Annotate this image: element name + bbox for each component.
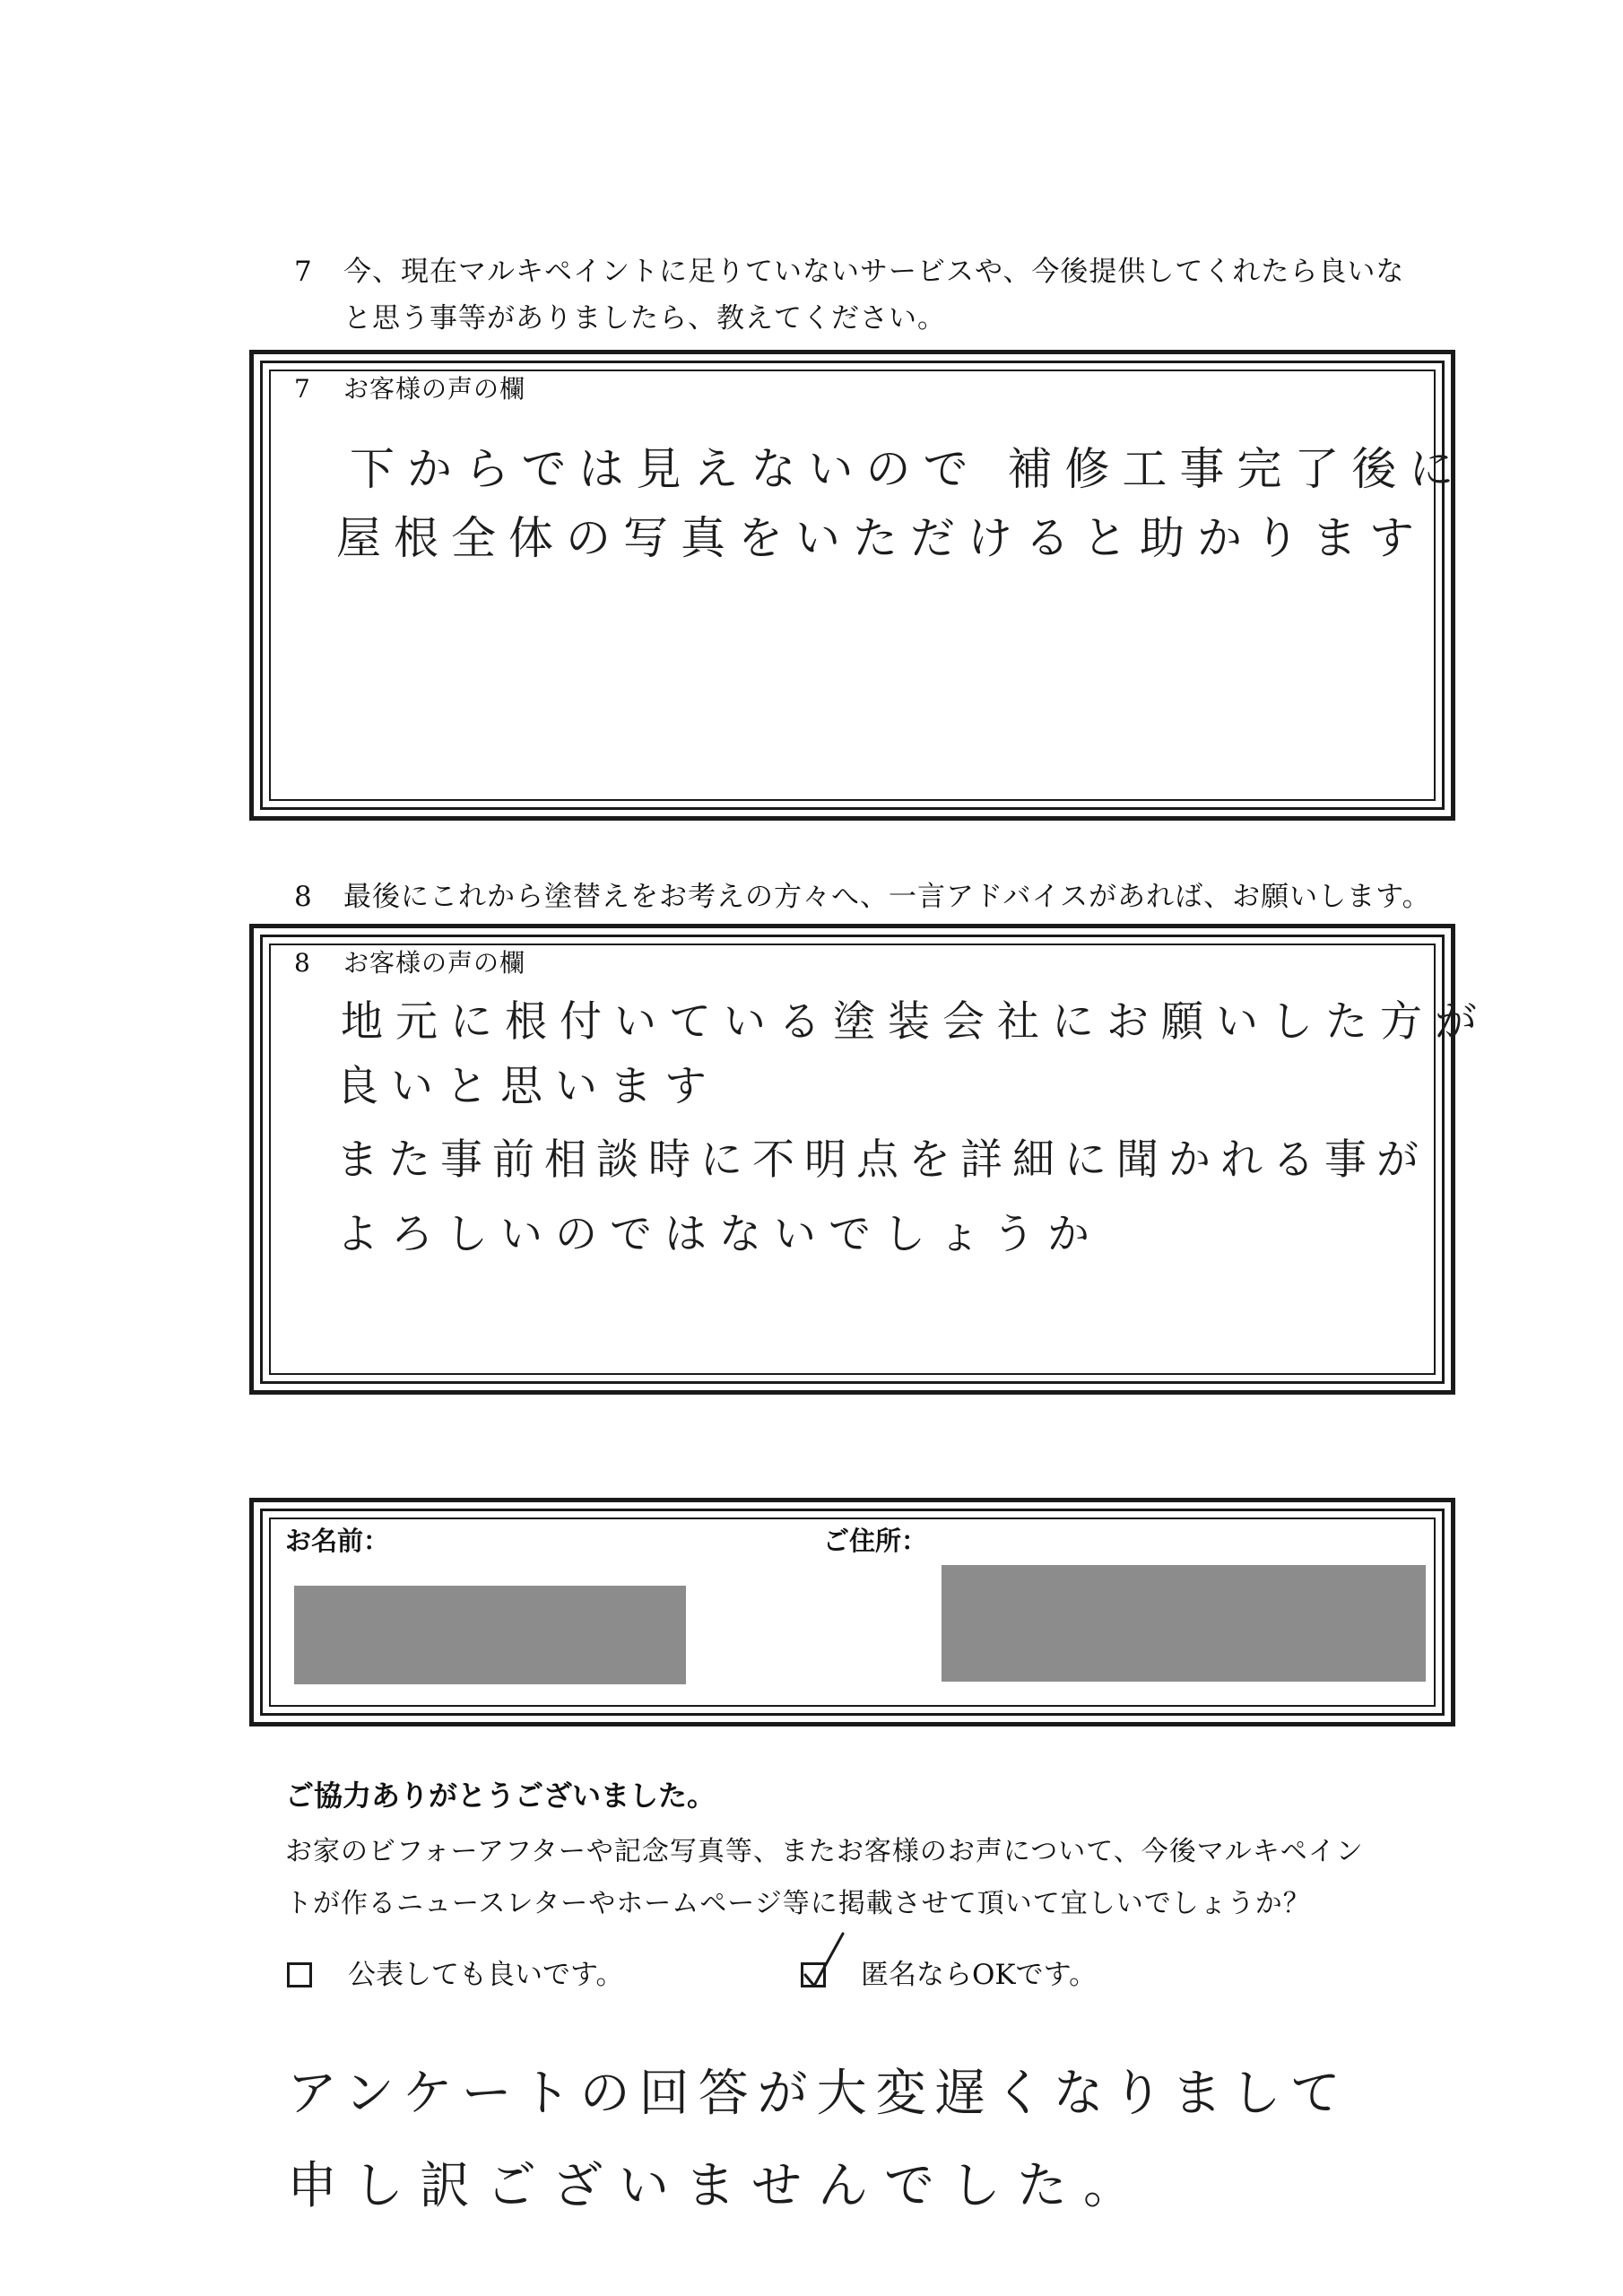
question-8-number: 8 (294, 881, 312, 913)
question-7-text-line-2: と思う事等がありましたら、教えてください。 (343, 302, 946, 335)
question-7-number: 7 (294, 256, 312, 288)
thanks-title: ご協力ありがとうございました。 (285, 1779, 716, 1813)
address-label: ご住所： (823, 1526, 928, 1556)
answer-7-box-number: 7 (294, 374, 311, 404)
consent-text-line-1: お家のビフォーアフターや記念写真等、またお客様のお声について、今後マルキペイン (285, 1836, 1364, 1867)
closing-note-line-2: 申し訳ございませんでした。 (287, 2157, 1150, 2215)
answer-8-box-number: 8 (294, 948, 311, 978)
answer-7-line-1: 下からでは見えないので 補修工事完了後に (350, 443, 1467, 495)
answer-8-box-label: お客様の声の欄 (343, 948, 526, 978)
name-label: お名前： (285, 1526, 390, 1556)
address-redacted (942, 1565, 1426, 1682)
name-redacted (294, 1586, 686, 1684)
public-ok-checkbox[interactable] (287, 1962, 312, 1987)
answer-8-line-1: 地元に根付いている塗装会社にお願いした方が (341, 997, 1489, 1047)
question-7-text-line-1: 今、現在マルキペイントに足りていないサービスや、今後提供してくれたら良いな (343, 256, 1405, 288)
answer-7-box-label: お客様の声の欄 (343, 374, 526, 404)
answer-8-line-4: よろしいのではないでしょうか (336, 1210, 1102, 1259)
question-8-text: 最後にこれから塗替えをお考えの方々へ、一言アドバイスがあれば、お願いします。 (343, 881, 1431, 913)
closing-note-line-1: アンケートの回答が大変遅くなりまして (287, 2065, 1350, 2123)
answer-8-line-3: また事前相談時に不明点を詳細に聞かれる事が (336, 1135, 1428, 1185)
anonymous-ok-label: 匿名ならOKです。 (861, 1959, 1098, 1991)
answer-7-box (249, 350, 1455, 821)
check-mark-icon (796, 1928, 850, 1993)
public-ok-label: 公表しても良いです。 (348, 1959, 624, 1991)
answer-7-line-2: 屋根全体の写真をいただけると助かります (336, 512, 1427, 564)
consent-text-line-2: トが作るニュースレターやホームページ等に掲載させて頂いて宜しいでしょうか？ (285, 1888, 1311, 1919)
answer-8-line-2: 良いと思います (336, 1062, 719, 1111)
